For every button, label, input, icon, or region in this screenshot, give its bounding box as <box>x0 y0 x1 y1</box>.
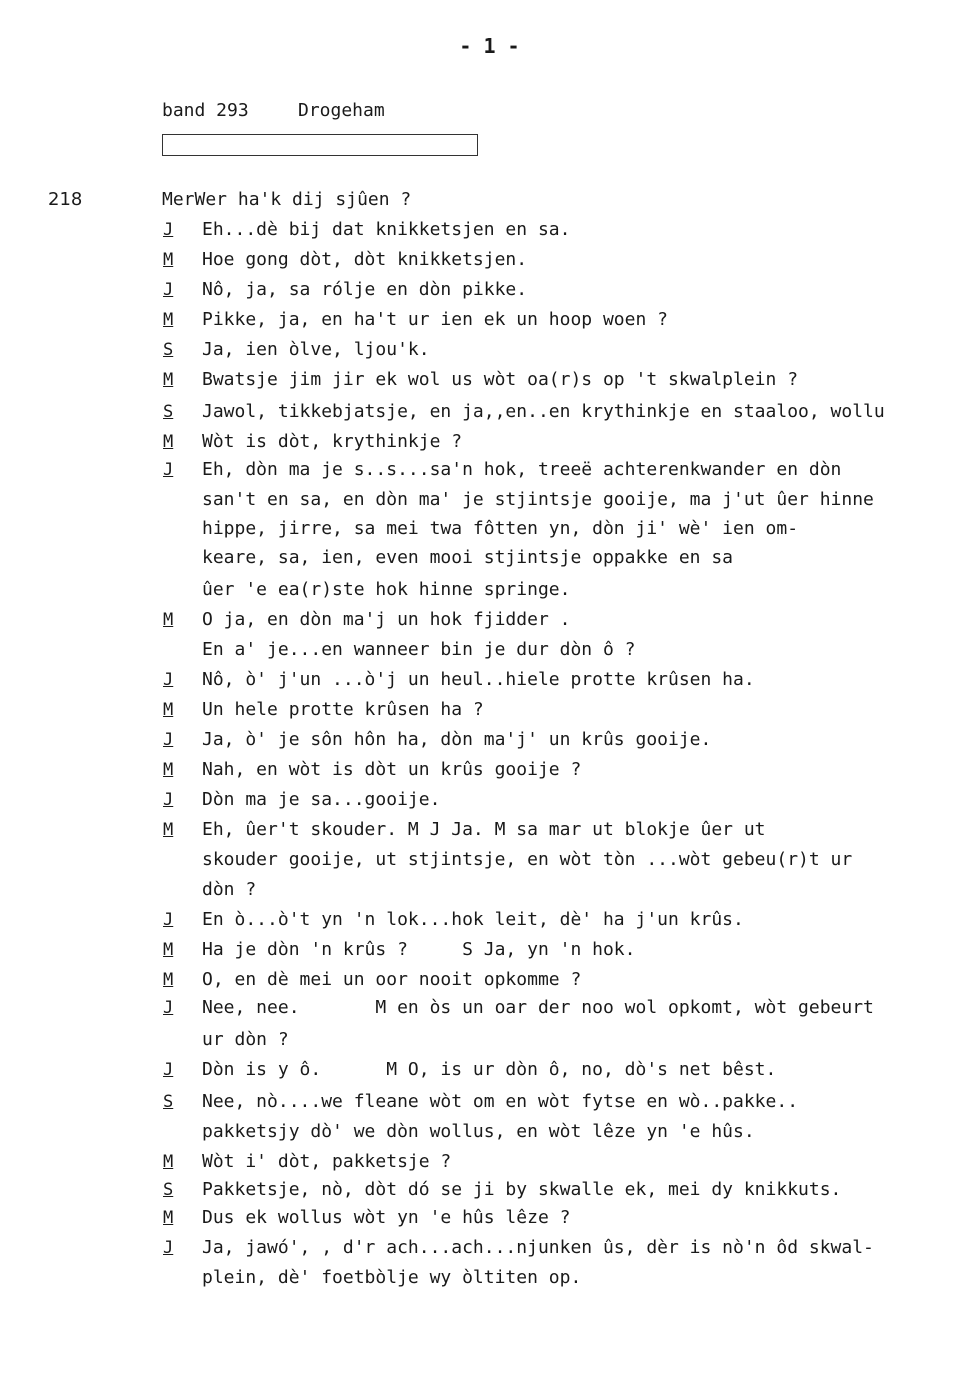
speaker-label: S <box>163 402 174 422</box>
speaker-label: J <box>163 670 174 690</box>
utterance-text: Pikke, ja, en ha't ur ien ek un hoop woen ? <box>202 309 668 330</box>
speaker-label: S <box>163 1180 174 1200</box>
location-label: Drogeham <box>298 100 385 121</box>
speaker-label: M <box>163 610 174 630</box>
utterance-text: Pakketsje, nò, dòt dó se ji by skwalle ek, mei dy knikkuts. <box>202 1179 842 1200</box>
utterance-text: O, en dè mei un oor nooit opkomme ? <box>202 969 582 990</box>
utterance-text: skouder gooije, ut stjintsje, en wòt tòn ...wòt gebeu(r)t ur <box>202 849 853 870</box>
utterance-text: En a' je...en wanneer bin je dur dòn ô ? <box>202 639 636 660</box>
utterance-text: Ja, ien òlve, ljou'k. <box>202 339 430 360</box>
speaker-label: M <box>163 250 174 270</box>
utterance-text: Dòn is y ô. M O, is ur dòn ô, no, dò's net bêst. <box>202 1059 777 1080</box>
utterance-text: Nah, en wòt is dòt un krûs gooije ? <box>202 759 582 780</box>
utterance-text: Jawol, tikkebjatsje, en ja,,en..en krythinkje en staaloo, wollu <box>202 401 885 422</box>
utterance-text: Eh, ûer't skouder. M J Ja. M sa mar ut blokje ûer ut <box>202 819 766 840</box>
speaker-label: M <box>163 370 174 390</box>
utterance-text: Eh...dè bij dat knikketsjen en sa. <box>202 219 571 240</box>
speaker-label: M <box>163 970 174 990</box>
speaker-label: S <box>163 340 174 360</box>
speaker-label: J <box>163 280 174 300</box>
utterance-text: Eh, dòn ma je s..s...sa'n hok, treeë achterenkwander en dòn <box>202 459 842 480</box>
utterance-text: Wòt i' dòt, pakketsje ? <box>202 1151 452 1172</box>
utterance-text: ûer 'e ea(r)ste hok hinne springe. <box>202 579 571 600</box>
header-box <box>162 134 478 156</box>
utterance-text: En ò...ò't yn 'n lok...hok leit, dè' ha j'un krûs. <box>202 909 744 930</box>
speaker-label: M <box>163 1208 174 1228</box>
utterance-text: Ja, ò' je sôn hôn ha, dòn ma'j' un krûs gooije. <box>202 729 712 750</box>
speaker-label: M <box>163 432 174 452</box>
utterance-text: Hoe gong dòt, dòt knikketsjen. <box>202 249 528 270</box>
utterance-text: pakketsjy dò' we dòn wollus, en wòt lêze yn 'e hûs. <box>202 1121 755 1142</box>
speaker-label: J <box>163 1238 174 1258</box>
speaker-label: J <box>163 790 174 810</box>
utterance-text: Nô, ja, sa rólje en dòn pikke. <box>202 279 528 300</box>
utterance-text: Un hele protte krûsen ha ? <box>202 699 484 720</box>
utterance-text: Nô, ò' j'un ...ò'j un heul..hiele protte krûsen ha. <box>202 669 755 690</box>
utterance-text: san't en sa, en dòn ma' je stjintsje gooije, ma j'ut ûer hinne <box>202 489 874 510</box>
utterance-text: Wòt is dòt, krythinkje ? <box>202 431 463 452</box>
speaker-label: M <box>163 940 174 960</box>
page-number: - 1 - <box>459 34 520 58</box>
utterance-text: O ja, en dòn ma'j un hok fjidder . <box>202 609 571 630</box>
speaker-label: M <box>163 700 174 720</box>
utterance-text: plein, dè' foetbòlje wy òltiten op. <box>202 1267 582 1288</box>
tape-label: band 293 <box>162 100 249 121</box>
speaker-label: J <box>163 910 174 930</box>
speaker-label: M <box>163 1152 174 1172</box>
reference-number: 218 <box>48 189 83 210</box>
utterance-text: ur dòn ? <box>202 1029 289 1050</box>
speaker-label: J <box>163 460 174 480</box>
utterance-text: Dus ek wollus wòt yn 'e hûs lêze ? <box>202 1207 571 1228</box>
utterance-text: Dòn ma je sa...gooije. <box>202 789 441 810</box>
utterance-text: Ha je dòn 'n krûs ? S Ja, yn 'n hok. <box>202 939 636 960</box>
speaker-label: J <box>163 220 174 240</box>
utterance-text: Bwatsje jim jir ek wol us wòt oa(r)s op 't skwalplein ? <box>202 369 799 390</box>
speaker-label: J <box>163 730 174 750</box>
speaker-label: J <box>163 998 174 1018</box>
utterance-text: Nee, nee. M en òs un oar der noo wol opkomt, wòt gebeurt <box>202 997 874 1018</box>
utterance-text: hippe, jirre, sa mei twa fôtten yn, dòn ji' wè' ien om- <box>202 518 799 539</box>
utterance-text: Nee, nò....we fleane wòt om en wòt fytse en wò..pakke.. <box>202 1091 799 1112</box>
utterance-text: dòn ? <box>202 879 257 900</box>
speaker-label: M <box>163 310 174 330</box>
speaker-label: M <box>163 820 174 840</box>
speaker-label: J <box>163 1060 174 1080</box>
utterance-text: Ja, jawó', , d'r ach...ach...njunken ûs, dèr is nò'n ôd skwal- <box>202 1237 874 1258</box>
utterance-text: keare, sa, ien, even mooi stjintsje oppakke en sa <box>202 547 734 568</box>
speaker-label: M <box>163 760 174 780</box>
speaker-label: S <box>163 1092 174 1112</box>
utterance-text: MerWer ha'k dij sjûen ? <box>162 189 412 210</box>
